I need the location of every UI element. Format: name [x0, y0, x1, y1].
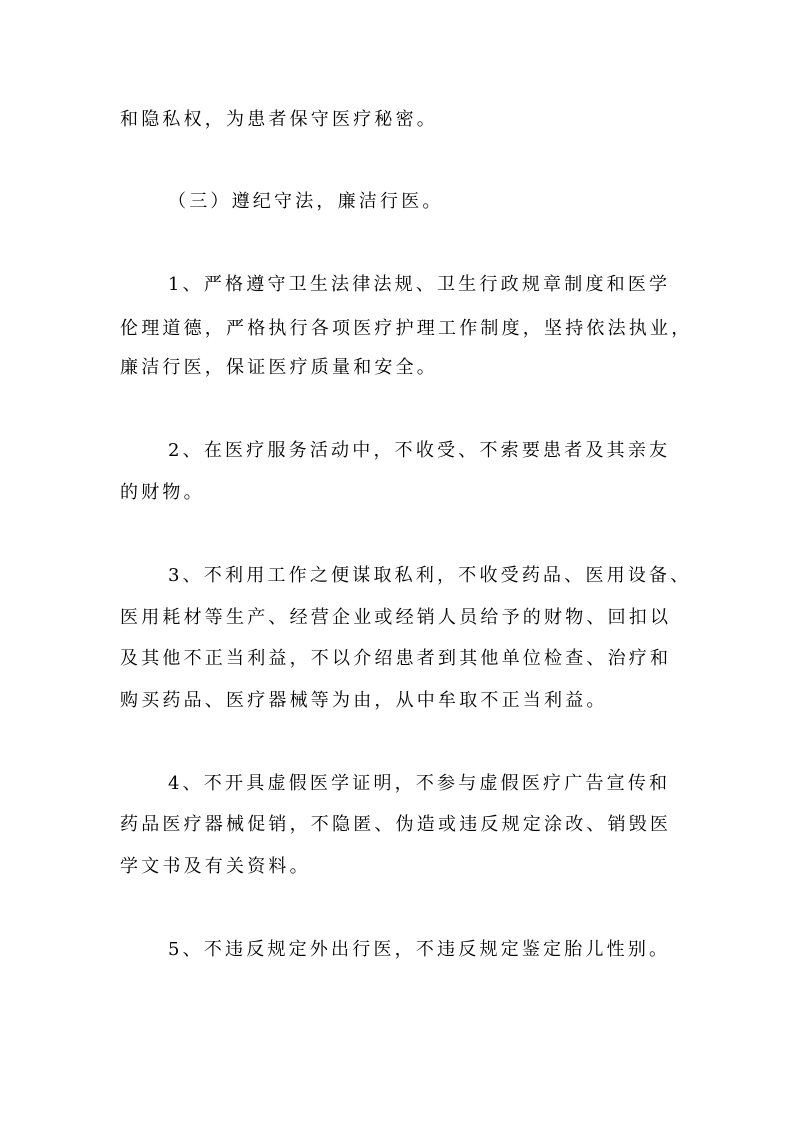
text-line: 药品医疗器械促销，不隐匿、伪造或违反规定涂改、销毁医	[120, 814, 672, 835]
text-line: 5、不违反规定外出行医，不违反规定鉴定胎儿性别。	[168, 939, 671, 960]
text-line: 廉洁行医，保证医疗质量和安全。	[120, 357, 438, 378]
text-line: 3、不利用工作之便谋取私利，不收受药品、医用设备、	[168, 565, 692, 586]
text-line: 的财物。	[120, 482, 205, 503]
text-line: 和隐私权，为患者保守医疗秘密。	[120, 109, 438, 130]
section-heading: （三）遵纪守法，廉洁行医。	[168, 191, 444, 212]
text-line: 购买药品、医疗器械等为由，从中牟取不正当利益。	[120, 690, 608, 711]
text-line: 1、严格遵守卫生法律法规、卫生行政规章制度和医学	[168, 274, 671, 295]
text-line: 及其他不正当利益，不以介绍患者到其他单位检查、治疗和	[120, 648, 672, 669]
text-line: 伦理道德，严格执行各项医疗护理工作制度，坚持依法执业，	[120, 318, 693, 339]
text-line: 2、在医疗服务活动中，不收受、不索要患者及其亲友	[168, 440, 671, 461]
text-line: 学文书及有关资料。	[120, 856, 311, 877]
text-line: 医用耗材等生产、经营企业或经销人员给予的财物、回扣以	[120, 607, 672, 628]
text-line: 4、不开具虚假医学证明，不参与虚假医疗广告宣传和	[168, 773, 671, 794]
